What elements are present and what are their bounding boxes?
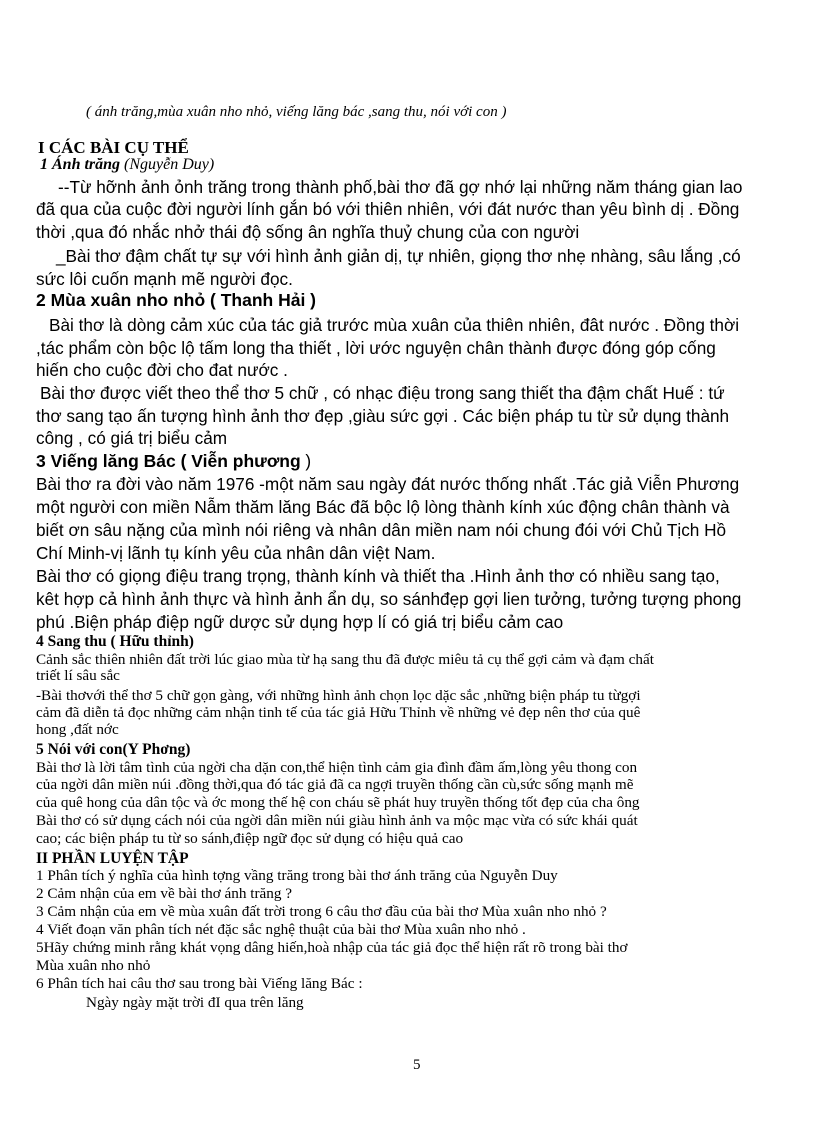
poem-5-line-5: cao; các biện pháp tu từ so sánh,điệp ngữ đọc sử dụng có hiệu quả cao: [36, 830, 464, 847]
poem-3-line-3: biết ơn sâu nặng của mình nói riêng và nhân dân miền nam nói chung đói với Chủ Tịch Hồ: [36, 520, 727, 540]
exercise-line-1: 1 Phân tích ý nghĩa của hình tợng vầng trăng trong bài thơ ánh trăng của Nguyễn Duy: [36, 867, 558, 884]
poem-1-title: 1 Ánh trăng: [40, 156, 121, 173]
poem-4-line-3: -Bài thơvới thể thơ 5 chữ gọn gàng, với những hình ảnh chọn lọc dặc sắc ,những biện pháp tu từgợi: [36, 687, 641, 704]
poem-5-line-3: của quê hong của dân tộc và ớc mong thế hệ con cháu sẽ phát huy truyền thống tốt đẹp của cha ông: [36, 794, 640, 811]
poem-3-title-end: ): [300, 451, 312, 471]
poem-3-line-2: một người con miền Nẫm thăm lăng Bác đã bộc lộ lòng thành kính xúc động chân thành và: [36, 497, 730, 517]
exercise-poem-quote: Ngày ngày mặt trời đI qua trên lăng: [86, 994, 304, 1011]
poem-2-line-5: thơ sang tạo ấn tượng hình ảnh thơ đẹp ,giàu sức gợi . Các biện pháp tu từ sử dụng thành: [36, 406, 730, 426]
poem-1-line-1: --Từ hỡnh ảnh ỏnh trăng trong thành phố,bài thơ đã gợ nhớ lại những năm tháng gian lao: [58, 177, 743, 197]
poem-2-line-1: Bài thơ là dòng cảm xúc của tác giả trước mùa xuân của thiên nhiên, đât nước . Đồng thời: [49, 315, 740, 335]
exercise-line-2: 2 Cảm nhận của em về bài thơ ánh trăng ?: [36, 885, 293, 902]
poem-2-line-6: công , có giá trị biểu cảm: [36, 428, 228, 448]
poem-3-line-4: Chí Minh-vị lãnh tụ kính yêu của nhân dân việt Nam.: [36, 543, 436, 563]
document-subtitle: ( ánh trăng,mùa xuân nho nhỏ, viếng lăng bác ,sang thu, nói với con ): [86, 104, 507, 120]
poem-2-line-2: ,tác phẩm còn bộc lộ tấm long tha thiết , lời ước nguyện chân thành được đóng góp cống: [36, 338, 716, 358]
poem-5-line-2: của ngời dân miền núi .đồng thời,qua đó tác giả đã ca ngợi truyền thống cần cù,sức sống mạnh mẽ: [36, 776, 634, 793]
poem-3-line-1: Bài thơ ra đời vào năm 1976 -một năm sau ngày đát nước thống nhất .Tác giả Viễn Phương: [36, 474, 740, 494]
poem-1-line-4: _Bài thơ đậm chất tự sự với hình ảnh giản dị, tự nhiên, giọng thơ nhẹ nhàng, sâu lắng ,có: [56, 246, 741, 266]
exercise-line-4: 4 Viết đoạn văn phân tích nét đặc sắc nghệ thuật của bài thơ Mùa xuân nho nhỏ .: [36, 921, 526, 938]
poem-1-line-3: thời ,qua đó nhắc nhở thái độ sống ân nghĩa thuỷ chung của con người: [36, 222, 580, 242]
section-2-heading: II PHẦN LUYỆN TẬP: [36, 850, 189, 867]
poem-1-line-2: đã qua của cuộc đời người lính gắn bó với thiên nhiên, với đát nước than yêu bình dị . Đồng: [36, 199, 740, 219]
poem-4-line-1: Cảnh sắc thiên nhiên đất trời lúc giao mùa từ hạ sang thu đã được miêu tả cụ thể gợi cảm và đạm chất: [36, 651, 654, 668]
poem-2-line-3: hiến cho cuộc đời cho đat nước .: [36, 360, 288, 380]
poem-2-title: 2 Mùa xuân nho nhỏ ( Thanh Hải ): [36, 290, 316, 310]
poem-3-line-7: phú .Biện pháp điệp ngữ dược sử dụng hợp lí có giá trị biểu cảm cao: [36, 612, 564, 632]
section-1-heading: I CÁC BÀI CỤ THỂ: [38, 138, 189, 157]
poem-3-line-6: kêt hợp cả hình ảnh thực và hình ảnh ẩn dụ, so sánhđẹp gợi lien tưởng, tưởng tượng phong: [36, 589, 742, 609]
poem-3-heading: [36, 450, 311, 473]
poem-5-line-1: Bài thơ là lời tâm tình của ngời cha dặn con,thể hiện tình cảm gia đình đầm ấm,lòng yêu thong con: [36, 759, 638, 776]
exercise-line-7: 6 Phân tích hai câu thơ sau trong bài Viếng lăng Bác :: [36, 975, 363, 992]
poem-4-line-5: hong ,đất nớc: [36, 721, 119, 738]
exercise-line-5: 5Hãy chứng minh rằng khát vọng dâng hiến,hoà nhập của tác giả đọc thể hiện rất rõ trong bài thơ: [36, 939, 628, 956]
exercise-line-6: Mùa xuân nho nhỏ: [36, 957, 151, 974]
poem-1-heading: [40, 156, 214, 174]
poem-1-author: (Nguyễn Duy): [120, 156, 215, 173]
page-number: 5: [413, 1057, 421, 1073]
poem-4-line-2: triết lí sâu sắc: [36, 667, 120, 684]
poem-4-title: 4 Sang thu ( Hữu thỉnh): [36, 633, 194, 650]
poem-5-line-4: Bài thơ có sử dụng cách nói của ngời dân miền núi giàu hình ảnh va mộc mạc vừa có sức khái quát: [36, 812, 638, 829]
exercise-line-3: 3 Cảm nhận của em về mùa xuân đất trời trong 6 câu thơ đầu của bài thơ Mùa xuân nho nhỏ ?: [36, 903, 607, 920]
poem-3-line-5: Bài thơ có giọng điệu trang trọng, thành kính và thiết tha .Hình ảnh thơ có nhiều sang tạo,: [36, 566, 720, 586]
poem-2-line-4: Bài thơ được viết theo thể thơ 5 chữ , có nhạc điệu trong sang thiết tha đậm chất Huế : tứ: [40, 383, 725, 403]
poem-1-line-5: sức lôi cuốn mạnh mẽ người đọc.: [36, 269, 293, 289]
poem-3-title: 3 Viếng lăng Bác ( Viễn phương: [36, 451, 301, 471]
poem-4-line-4: cảm đã diễn tả đọc những cảm nhận tinh tế của tác giả Hữu Thỉnh về những vẻ đẹp nên thơ của quê: [36, 704, 641, 721]
poem-5-title: 5 Nói với con(Y Phơng): [36, 741, 191, 758]
